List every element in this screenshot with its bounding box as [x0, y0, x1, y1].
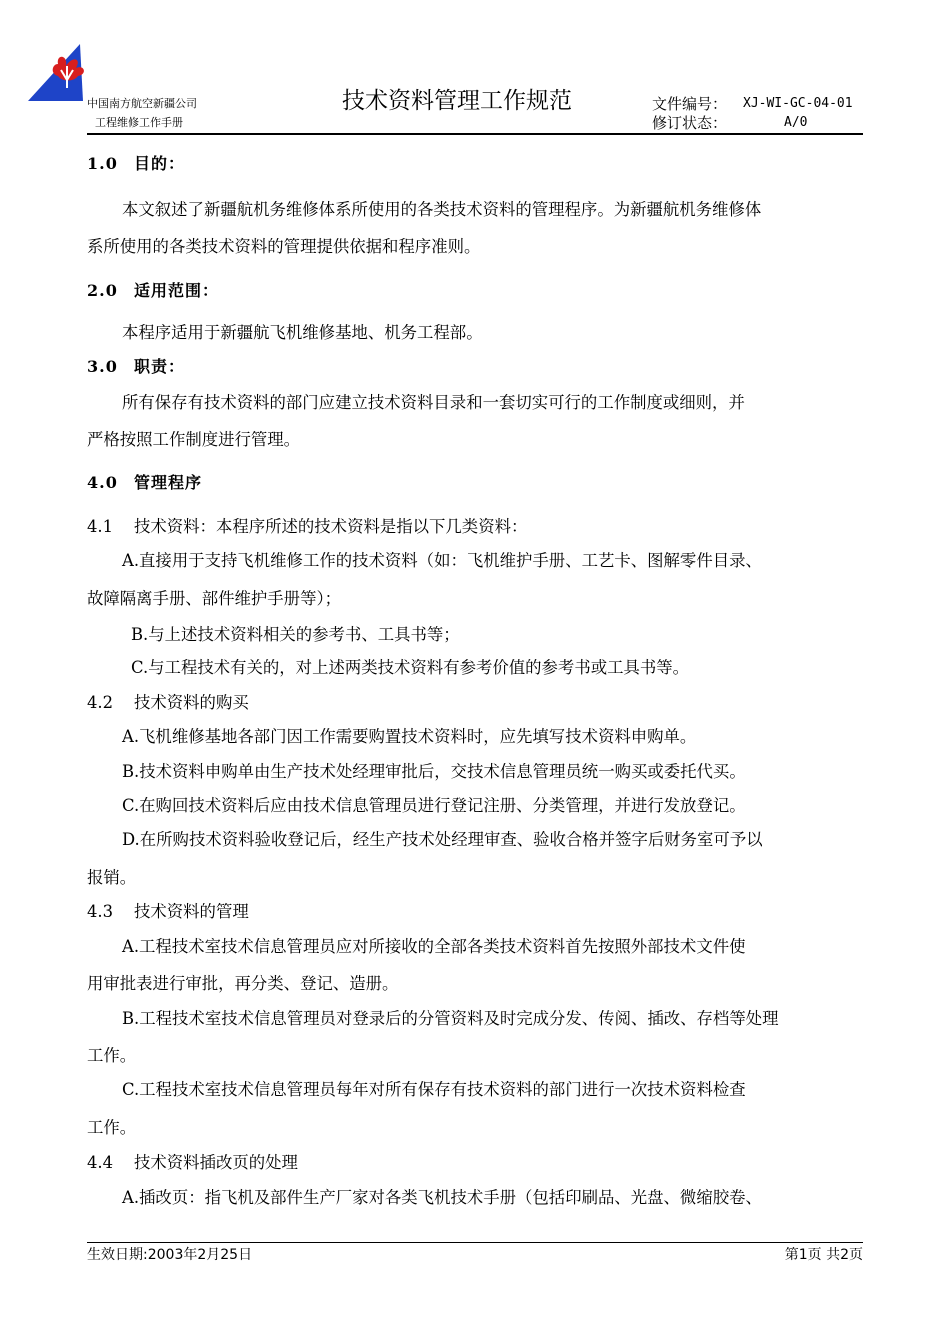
doc-number-label: 文件编号：: [652, 95, 728, 113]
subsection-4-1-heading: [87, 516, 527, 538]
subsection-title: 技术资料的管理: [134, 902, 249, 921]
list-item: C.工程技术室技术信息管理员每年对所有保存有技术资料的部门进行一次技术资料检查: [122, 1080, 746, 1099]
list-item: A.工程技术室技术信息管理员应对所接收的全部各类技术资料首先按照外部技术文件使: [122, 937, 746, 956]
section-3-heading: [87, 356, 185, 378]
list-item: D.在所购技术资料验收登记后，经生产技术处经理审查、验收合格并签字后财务室可予以: [122, 830, 763, 849]
kapok-logo-icon: [28, 44, 114, 104]
revision-value: A/0: [784, 115, 808, 130]
subsection-number: 4.4: [87, 1153, 114, 1172]
list-item-continuation: 用审批表进行审批，再分类、登记、造册。: [87, 974, 399, 993]
manual-name: 工程维修工作手册: [95, 116, 183, 129]
section-2-heading: [87, 280, 219, 302]
section-number: 1.0: [87, 154, 118, 173]
section-title: 目的：: [134, 154, 186, 173]
paragraph: 本程序适用于新疆航飞机维修基地、机务工程部。: [122, 323, 483, 342]
subsection-title: 技术资料：本程序所述的技术资料是指以下几类资料：: [134, 517, 528, 536]
section-number: 4.0: [87, 473, 118, 492]
paragraph: 所有保存有技术资料的部门应建立技术资料目录和一套切实可行的工作制度或细则，并: [122, 393, 745, 412]
list-item: B.技术资料申购单由生产技术处经理审批后，交技术信息管理员统一购买或委托代买。: [122, 762, 746, 781]
subsection-4-4-heading: [87, 1152, 298, 1174]
list-item: C.与工程技术有关的，对上述两类技术资料有参考价值的参考书或工具书等。: [131, 658, 690, 677]
subsection-4-3-heading: [87, 901, 249, 923]
section-4-heading: [87, 472, 202, 494]
footer-divider: [87, 1242, 863, 1243]
paragraph: 本文叙述了新疆航机务维修体系所使用的各类技术资料的管理程序。为新疆航机务维修体: [122, 200, 762, 219]
doc-number-value: XJ-WI-GC-04-01: [743, 96, 853, 111]
section-title: 职责：: [134, 357, 186, 376]
subsection-number: 4.3: [87, 902, 114, 921]
company-name: 中国南方航空新疆公司: [87, 97, 197, 110]
list-item: A.飞机维修基地各部门因工作需要购置技术资料时，应先填写技术资料申购单。: [122, 727, 697, 746]
paragraph: 系所使用的各类技术资料的管理提供依据和程序准则。: [87, 237, 481, 256]
list-item-continuation: 报销。: [87, 868, 137, 887]
list-item: B.与上述技术资料相关的参考书、工具书等；: [131, 625, 460, 644]
paragraph: 严格按照工作制度进行管理。: [87, 430, 301, 449]
list-item: A.插改页：指飞机及部件生产厂家对各类飞机技术手册（包括印刷品、光盘、微缩胶卷、: [122, 1188, 762, 1207]
subsection-number: 4.2: [87, 693, 114, 712]
subsection-4-2-heading: [87, 692, 249, 714]
list-item-continuation: 故障隔离手册、部件维护手册等）；: [87, 589, 342, 608]
effective-date: 生效日期:2003年2月25日: [87, 1247, 253, 1263]
subsection-title: 技术资料的购买: [134, 693, 249, 712]
list-item-continuation: 工作。: [87, 1046, 137, 1065]
document-title: 技术资料管理工作规范: [342, 88, 572, 114]
header-divider: [87, 133, 863, 135]
subsection-number: 4.1: [87, 517, 114, 536]
list-item: B.工程技术室技术信息管理员对登录后的分管资料及时完成分发、传阅、插改、存档等处理: [122, 1009, 779, 1028]
list-item-continuation: 工作。: [87, 1118, 137, 1137]
company-logo: [28, 44, 114, 104]
revision-label: 修订状态：: [652, 114, 728, 132]
section-number: 2.0: [87, 281, 118, 300]
section-title: 适用范围：: [134, 281, 220, 300]
page-info: 第1页 共2页: [784, 1247, 863, 1263]
subsection-title: 技术资料插改页的处理: [134, 1153, 298, 1172]
list-item: A.直接用于支持飞机维修工作的技术资料（如：飞机维护手册、工艺卡、图解零件目录、: [122, 551, 762, 570]
section-1-heading: [87, 153, 185, 175]
section-title: 管理程序: [134, 473, 203, 492]
list-item: C.在购回技术资料后应由技术信息管理员进行登记注册、分类管理，并进行发放登记。: [122, 796, 746, 815]
section-number: 3.0: [87, 357, 118, 376]
